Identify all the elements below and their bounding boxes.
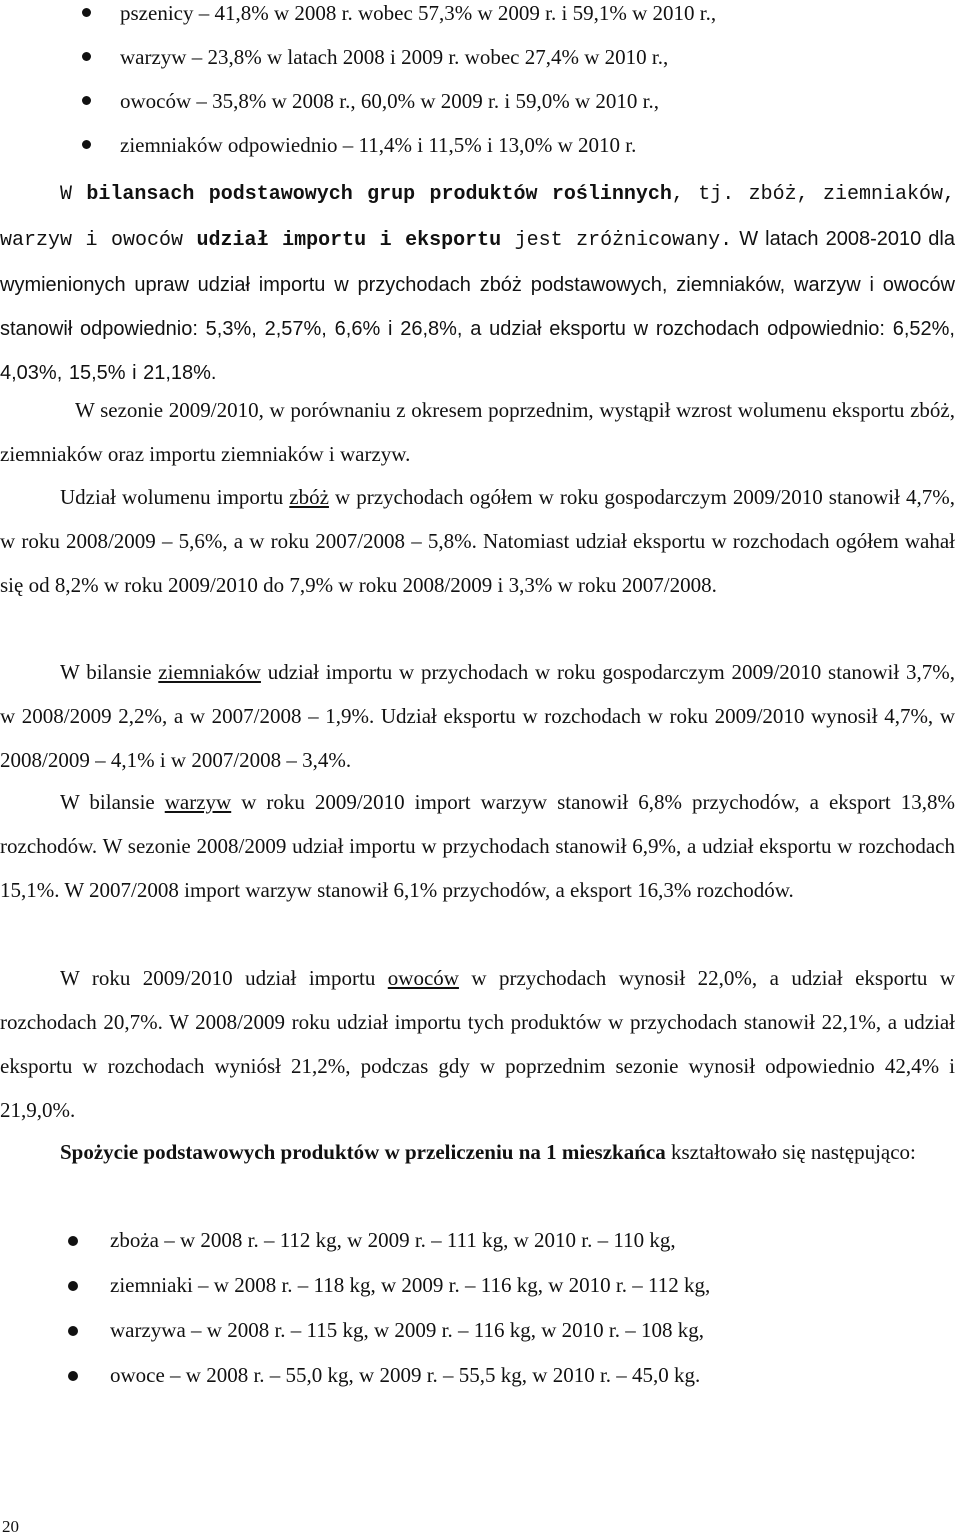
list-item: ziemniaków odpowiednio – 11,4% i 11,5% i 13,0% w 2010 r. bbox=[82, 130, 942, 174]
paragraph-vegetables: W bilansie warzyw w roku 2009/2010 import warzyw stanowił 6,8% przychodów, a eksport 13,8% rozchodów. W sezonie 2008/2009 udział importu w przychodach stanowił 6,9%, a udział eksportu w rozchodach 15,1%. W 2007/2008 import warzyw stanowił 6,1% przychodów, a eksport 16,3% rozchodów. bbox=[0, 790, 955, 902]
list-item: warzyw – 23,8% w latach 2008 i 2009 r. wobec 27,4% w 2010 r., bbox=[82, 42, 942, 86]
list-item: ziemniaki – w 2008 r. – 118 kg, w 2009 r. – 116 kg, w 2010 r. – 112 kg, bbox=[68, 1263, 928, 1308]
list-item: zboża – w 2008 r. – 112 kg, w 2009 r. – 111 kg, w 2010 r. – 110 kg, bbox=[68, 1218, 928, 1263]
list-item: warzywa – w 2008 r. – 115 kg, w 2009 r. – 116 kg, w 2010 r. – 108 kg, bbox=[68, 1308, 928, 1353]
paragraph-consumption: Spożycie podstawowych produktów w przeliczeniu na 1 mieszkańca kształtowało się następująco: bbox=[60, 1140, 916, 1164]
import-share-list bbox=[82, 0, 942, 174]
list-item: owoce – w 2008 r. – 55,0 kg, w 2009 r. – 55,5 kg, w 2010 r. – 45,0 kg. bbox=[68, 1353, 928, 1398]
page-number: 20 bbox=[2, 1517, 19, 1536]
list-item: pszenicy – 41,8% w 2008 r. wobec 57,3% w 2009 r. i 59,1% w 2010 r., bbox=[82, 0, 942, 42]
bullet-icon bbox=[82, 8, 91, 17]
bullet-icon bbox=[68, 1236, 78, 1246]
paragraph-cereals: Udział wolumenu importu zbóż w przychodach ogółem w roku gospodarczym 2009/2010 stanowił 4,7%, w roku 2008/2009 – 5,6%, a w roku 2007/2008 – 5,8%. Natomiast udział eksportu w rozchodach ogółem wahał się od 8,2% w roku 2009/2010 do 7,9% w roku 2008/2009 i 3,3% w roku 2007/2008. bbox=[0, 485, 955, 597]
bullet-icon bbox=[68, 1281, 78, 1291]
bullet-icon bbox=[82, 52, 91, 61]
consumption-list bbox=[68, 1218, 928, 1398]
bullet-icon bbox=[82, 96, 91, 105]
paragraph-season-growth: W sezonie 2009/2010, w porównaniu z okresem poprzednim, wystąpił wzrost wolumenu eksportu zbóż, ziemniaków oraz importu ziemniaków i warzyw. bbox=[0, 398, 955, 466]
bullet-icon bbox=[68, 1371, 78, 1381]
bullet-icon bbox=[68, 1326, 78, 1336]
list-item: owoców – 35,8% w 2008 r., 60,0% w 2009 r. i 59,0% w 2010 r., bbox=[82, 86, 942, 130]
paragraph-balance-intro: W bilansach podstawowych grup produktów roślinnych, tj. zbóż, ziemniaków, warzyw i owoców udział importu i eksportu jest zróżnicowany. W latach 2008-2010 dla wymienionych upraw udział importu w przychodach zbóż podstawowych, ziemniaków, warzyw i owoców stanowił odpowiednio: 5,3%, 2,57%, 6,6% i 26,8%, a udział eksportu w rozchodach odpowiednio: 6,52%, 4,03%, 15,5% i 21,18%. bbox=[0, 183, 955, 384]
bullet-icon bbox=[82, 140, 91, 149]
paragraph-potatoes: W bilansie ziemniaków udział importu w przychodach w roku gospodarczym 2009/2010 stanowił 3,7%, w 2008/2009 2,2%, a w 2007/2008 – 1,9%. Udział eksportu w rozchodach w roku 2009/2010 wynosił 4,7%, w 2008/2009 – 4,1% i w 2007/2008 – 3,4%. bbox=[0, 660, 955, 772]
paragraph-fruits: W roku 2009/2010 udział importu owoców w przychodach wynosił 22,0%, a udział eksportu w rozchodach 20,7%. W 2008/2009 roku udział importu tych produktów w przychodach stanowił 22,1%, a udział eksportu w rozchodach wyniósł 21,2%, podczas gdy w poprzednim sezonie wynosił odpowiednio 42,4% i 21,9,0%. bbox=[0, 966, 956, 1122]
